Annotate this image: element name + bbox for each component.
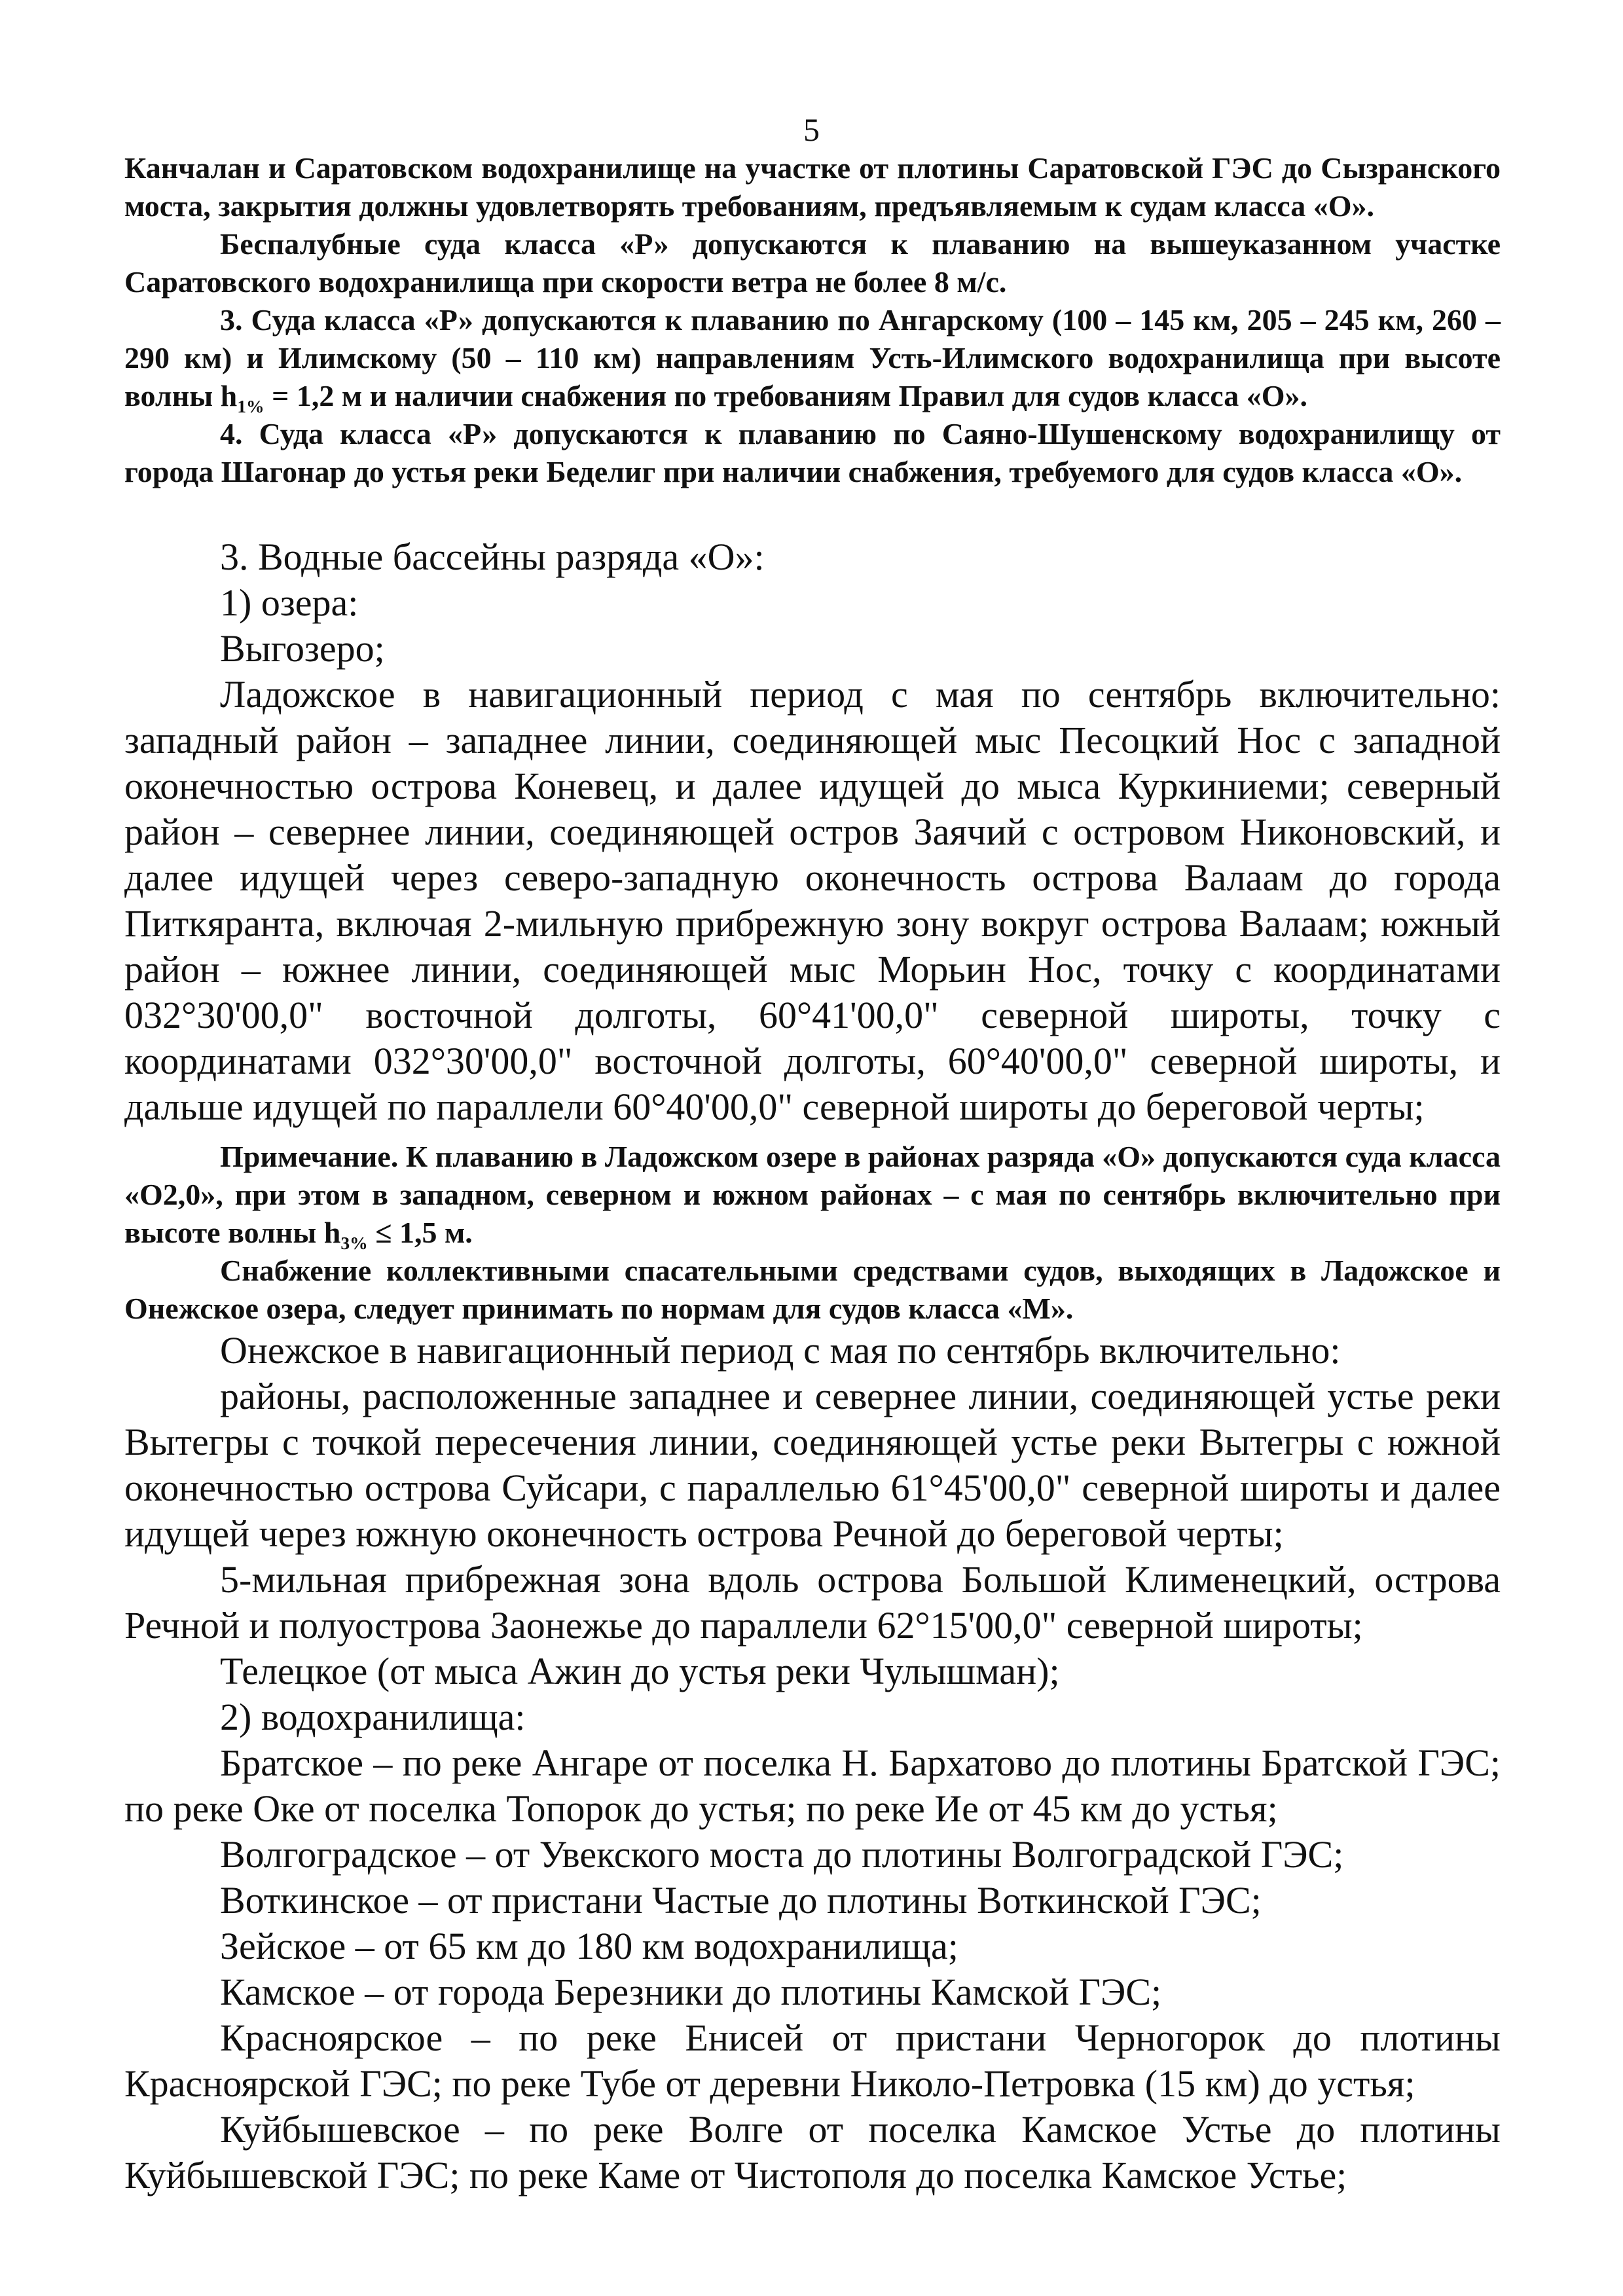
intro-paragraph-2: Беспалубные суда класса «Р» допускаются к плаванию на вышеуказанном участке Саратовского водохранилища при скорости ветра не более 8 м/с. [124,227,1501,299]
note-spacer [124,1130,1501,1138]
note-ladoga-text: Примечание. К плаванию в Ладожском озере в районах разряда «О» допускаются суда класса «О2,0», при этом в западном, северном и южном районах – с мая по сентябрь включительно при высоте волны h [124,1140,1501,1249]
reservoir-bratskoe: Братское – по реке Ангаре от поселка Н. Бархатово до плотины Братской ГЭС; по реке Оке от поселка Топорок до устья; по реке Ие от 45 км до устья; [124,1741,1501,1830]
lake-vygozero: Выгозеро; [220,627,385,670]
lake-onega-area-1: районы, расположенные западнее и севернее линии, соединяющей устье реки Вытегры с точкой пересечения линии, соединяющей устье реки Вытегры с южной оконечностью острова Суйсари, с параллелью 61°45'00,0" северной широты и далее идущей через южную оконечность острова Речной до береговой черты; [124,1375,1501,1555]
wave-height-subscript: 1% [237,396,264,417]
intro-paragraph-3-tail: = 1,2 м и наличии снабжения по требованиям Правил для судов класса «О». [264,379,1308,412]
note-ladoga [124,1138,1501,1252]
lakes-label: 1) озера: [220,581,359,624]
lake-ladoga: Ладожское в навигационный период с мая по сентябрь включительно: западный район – западнее линии, соединяющей мыс Песоцкий Нос с западной оконечностью острова Коневец, и далее идущей до мыса Куркиниеми; северный район – севернее линии, соединяющей остров Заячий с островом Никоновский, и далее идущей через северо-западную оконечность острова Валаам до города Питкяранта, включая 2-мильную прибрежную зону вокруг острова Валаам; южный район – южнее линии, соединяющей мыс Морьин Нос, точку с координатами 032°30'00,0" восточной долготы, 60°41'00,0" северной широты, точку с координатами 032°30'00,0" восточной долготы, 60°40'00,0" северной широты, и дальше идущей по параллели 60°40'00,0" северной широты до береговой черты; [124,673,1501,1128]
reservoir-volgogradskoe: Волгоградское – от Увекского моста до плотины Волгоградской ГЭС; [220,1833,1344,1876]
note-rescue-equipment: Снабжение коллективными спасательными средствами судов, выходящих в Ладожское и Онежское озера, следует принимать по нормам для судов класса «М». [124,1254,1501,1325]
reservoir-votkinskoe: Воткинское – от пристани Частые до плотины Воткинской ГЭС; [220,1879,1262,1922]
intro-paragraph-3 [124,301,1501,415]
note-wave-subscript: 3% [340,1233,368,1254]
intro-paragraph-3-text: 3. Суда класса «Р» допускаются к плаванию по Ангарскому (100 – 145 км, 205 – 245 км, 260 – 290 км) и Илимскому (50 – 110 км) направлениям Усть-Илимского водохранилища при высоте волны h [124,303,1501,412]
reservoir-krasnoyarskoe: Красноярское – по реке Енисей от пристани Черногорок до плотины Красноярской ГЭС; по реке Тубе от деревни Николо-Петровка (15 км) до устья; [124,2016,1501,2105]
lake-onega-area-2: 5-мильная прибрежная зона вдоль острова Большой Клименецкий, острова Речной и полуострова Заонежье до параллели 62°15'00,0" северной широты; [124,1558,1501,1647]
intro-paragraph-4: 4. Суда класса «Р» допускаются к плаванию по Саяно-Шушенскому водохранилищу от города Шагонар до устья реки Беделиг при наличии снабжения, требуемого для судов класса «О». [124,417,1501,488]
reservoirs-label: 2) водохранилища: [220,1696,526,1738]
page-content [124,149,1501,2198]
reservoir-kuybyshevskoe: Куйбышевское – по реке Волге от поселка Камское Устье до плотины Куйбышевской ГЭС; по реке Каме от Чистополя до поселка Камское Устье; [124,2108,1501,2196]
note-ladoga-tail: ≤ 1,5 м. [367,1216,473,1249]
intro-paragraph-1: Канчалан и Саратовском водохранилище на участке от плотины Саратовской ГЭС до Сызранского моста, закрытия должны удовлетворять требованиям, предъявляемым к судам класса «О». [124,151,1501,223]
section-spacer [124,491,1501,534]
reservoir-zeyskoe: Зейское – от 65 км до 180 км водохранилища; [220,1925,958,1967]
reservoir-kamskoe: Камское – от города Березники до плотины Камской ГЭС; [220,1971,1162,2013]
section-heading: 3. Водные бассейны разряда «О»: [220,536,765,578]
page-number: 5 [803,111,820,148]
lake-onega-intro: Онежское в навигационный период с мая по сентябрь включительно: [220,1329,1341,1372]
lake-teletskoe: Телецкое (от мыса Ажин до устья реки Чулышман); [220,1650,1060,1692]
